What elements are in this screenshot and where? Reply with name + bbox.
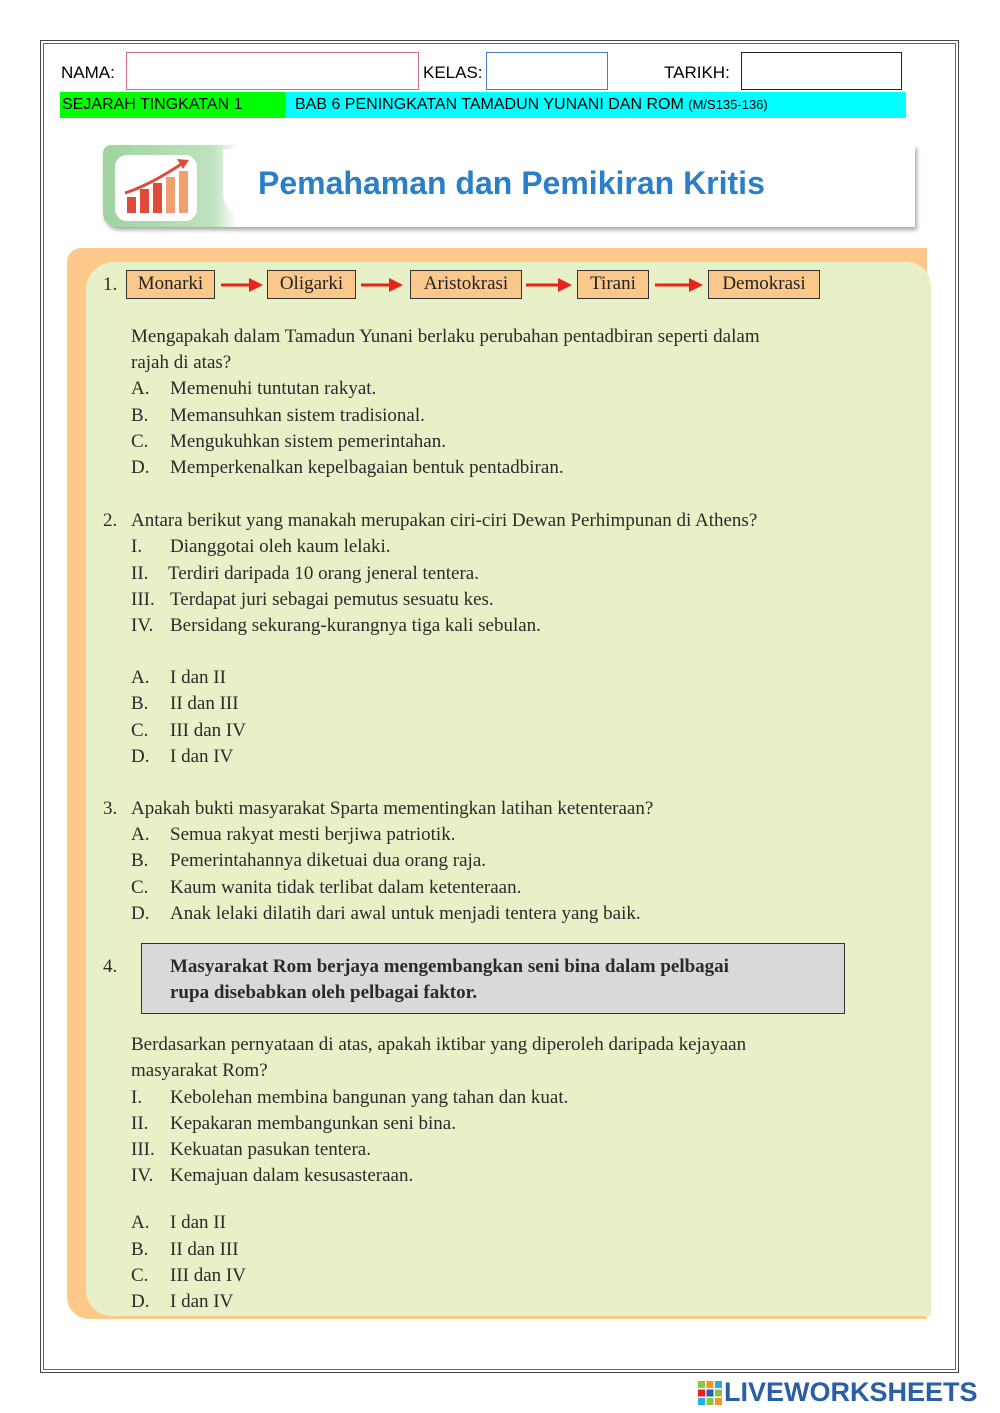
q2-statement-roman: III. (131, 589, 155, 610)
q4-option-c[interactable]: III dan IV (170, 1265, 246, 1286)
q4-statement-roman: I. (131, 1087, 143, 1108)
q1-option-c[interactable]: Mengukuhkan sistem pemerintahan. (170, 431, 446, 452)
q1-option-d[interactable]: Memperkenalkan kepelbagaian bentuk pentadbiran. (170, 457, 564, 478)
flow-box-aristokrasi: Aristokrasi (410, 270, 522, 299)
q3-option-b[interactable]: Pemerintahannya diketuai dua orang raja. (170, 850, 487, 871)
logo-text: LIVEWORKSHEETS (724, 1377, 978, 1407)
q4-option-letter: D. (131, 1291, 150, 1312)
q3-option-letter: B. (131, 850, 149, 871)
q3-option-a[interactable]: Semua rakyat mesti berjiwa patriotik. (170, 824, 456, 845)
q3-option-letter: C. (131, 877, 149, 898)
q2-number: 2. (103, 510, 118, 531)
q2-option-letter: C. (131, 720, 149, 741)
flow-arrow-icon (361, 277, 403, 293)
q2-option-letter: A. (131, 667, 150, 688)
section-banner (103, 145, 915, 227)
q1-option-letter: B. (131, 405, 149, 426)
q2-statement-roman: II. (131, 563, 149, 584)
flow-box-tirani: Tirani (577, 270, 649, 299)
q4-box-line2: rupa disebabkan oleh pelbagai faktor. (170, 982, 478, 1003)
q2-statement: Dianggotai oleh kaum lelaki. (170, 536, 391, 557)
q4-box-line1: Masyarakat Rom berjaya mengembangkan seni bina dalam pelbagai (170, 956, 729, 977)
banner-title: Pemahaman dan Pemikiran Kritis (258, 165, 765, 201)
q1-stem-line2: rajah di atas? (131, 352, 232, 373)
q3-stem: Apakah bukti masyarakat Sparta mementingkan latihan ketenteraan? (131, 798, 654, 819)
q4-stem-line2: masyarakat Rom? (131, 1060, 268, 1081)
nama-input[interactable] (126, 52, 419, 90)
q3-option-letter: A. (131, 824, 150, 845)
nama-label: NAMA: (61, 63, 115, 82)
liveworksheets-icon (697, 1380, 723, 1406)
tarikh-input[interactable] (741, 52, 902, 90)
q2-statement-roman: I. (131, 536, 143, 557)
q2-option-b[interactable]: II dan III (170, 693, 239, 714)
tarikh-label: TARIKH: (664, 63, 730, 82)
q4-statement-roman: II. (131, 1113, 149, 1134)
q4-stem-line1: Berdasarkan pernyataan di atas, apakah iktibar yang diperoleh daripada kejayaan (131, 1034, 747, 1055)
q2-stem: Antara berikut yang manakah merupakan ciri-ciri Dewan Perhimpunan di Athens? (131, 510, 758, 531)
chapter-label (285, 92, 906, 118)
page-reference: (M/S135-136) (688, 97, 768, 112)
kelas-label: KELAS: (423, 63, 483, 82)
q1-option-letter: C. (131, 431, 149, 452)
q2-option-a[interactable]: I dan II (170, 667, 226, 688)
q4-statement: Kemajuan dalam kesusasteraan. (170, 1165, 414, 1186)
chapter-title: BAB 6 PENINGKATAN TAMADUN YUNANI DAN ROM (295, 96, 684, 113)
q2-statement: Bersidang sekurang-kurangnya tiga kali sebulan. (170, 615, 541, 636)
q4-option-letter: B. (131, 1239, 149, 1260)
q4-statement: Kebolehan membina bangunan yang tahan dan kuat. (170, 1087, 569, 1108)
q3-option-c[interactable]: Kaum wanita tidak terlibat dalam ketenteraan. (170, 877, 522, 898)
flow-arrow-icon (221, 277, 263, 293)
flow-arrow-icon (526, 277, 572, 293)
kelas-input[interactable] (486, 52, 608, 90)
q2-statement-roman: IV. (131, 615, 154, 636)
q2-option-letter: B. (131, 693, 149, 714)
q2-option-d[interactable]: I dan IV (170, 746, 234, 767)
q4-statement: Kekuatan pasukan tentera. (170, 1139, 371, 1160)
q4-option-d[interactable]: I dan IV (170, 1291, 234, 1312)
growth-chart-icon (115, 155, 197, 221)
q4-option-b[interactable]: II dan III (170, 1239, 239, 1260)
q4-option-a[interactable]: I dan II (170, 1212, 226, 1233)
q3-option-d[interactable]: Anak lelaki dilatih dari awal untuk menjadi tentera yang baik. (170, 903, 641, 924)
q4-statement-roman: IV. (131, 1165, 154, 1186)
q1-option-letter: A. (131, 378, 150, 399)
q4-statement-roman: III. (131, 1139, 155, 1160)
q2-statement: Terdapat juri sebagai pemutus sesuatu kes. (170, 589, 494, 610)
q2-option-c[interactable]: III dan IV (170, 720, 246, 741)
q2-option-letter: D. (131, 746, 150, 767)
q1-option-a[interactable]: Memenuhi tuntutan rakyat. (170, 378, 377, 399)
q4-number: 4. (103, 956, 118, 977)
q4-option-letter: A. (131, 1212, 150, 1233)
flow-box-demokrasi: Demokrasi (708, 270, 820, 299)
q4-option-letter: C. (131, 1265, 149, 1286)
q1-option-letter: D. (131, 457, 150, 478)
flow-arrow-icon (655, 277, 703, 293)
q3-number: 3. (103, 798, 118, 819)
q1-number: 1. (103, 274, 118, 295)
subject-label: SEJARAH TINGKATAN 1 (60, 92, 285, 118)
flow-box-monarki: Monarki (126, 270, 215, 299)
q3-option-letter: D. (131, 903, 150, 924)
q2-statement: Terdiri daripada 10 orang jeneral tentera. (168, 563, 479, 584)
q1-option-b[interactable]: Memansuhkan sistem tradisional. (170, 405, 425, 426)
flow-box-oligarki: Oligarki (267, 270, 356, 299)
q1-stem-line1: Mengapakah dalam Tamadun Yunani berlaku perubahan pentadbiran seperti dalam (131, 326, 760, 347)
q4-statement: Kepakaran membangunkan seni bina. (170, 1113, 456, 1134)
